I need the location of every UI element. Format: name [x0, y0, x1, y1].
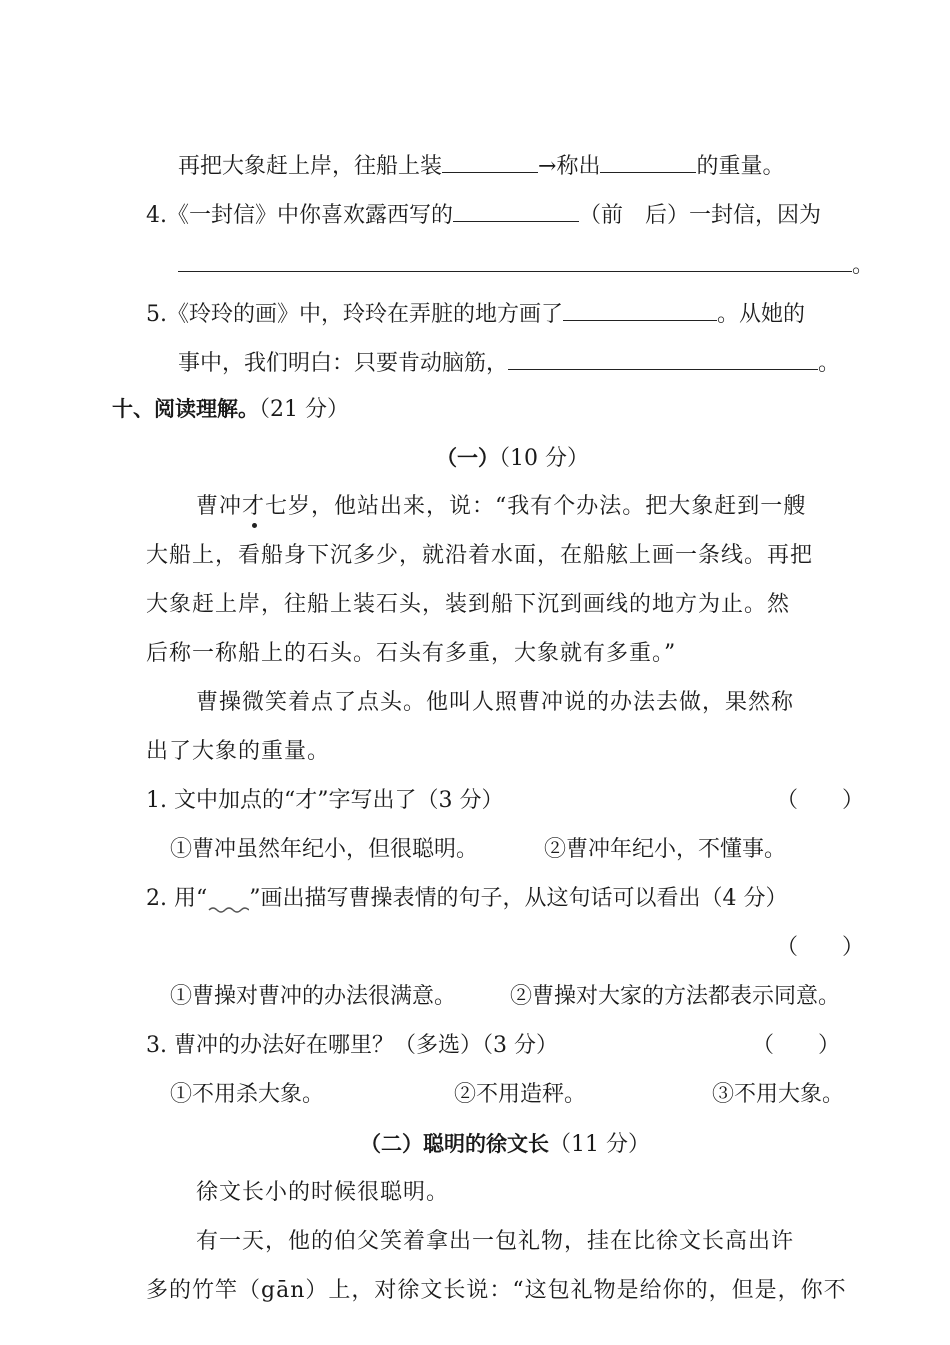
question-4-text-b: （前 后）一封信，因为 [579, 203, 822, 228]
passage-text: 七岁，他站出来，说：“我有个办法。把大象赶到一艘 [265, 494, 807, 519]
question-2-option-2: ②曹操对大家的方法都表示同意。 [510, 984, 841, 1009]
passage-2-line-1: 徐文长小的时候很聪明。 [196, 1180, 450, 1205]
question-5-line-2 [178, 345, 840, 379]
question-2-text-b: ”画出描写曹操表情的句子，从这句话可以看出（4 分） [249, 886, 788, 911]
section-heading [112, 394, 349, 425]
fill-line-1 [178, 148, 784, 182]
section-score: （21 分） [259, 397, 349, 422]
question-4-answer-line [178, 247, 874, 281]
question-2-text [146, 884, 787, 914]
question-1-text: 1. 文中加点的“才”字写出了（3 分） [146, 788, 504, 813]
passage-1-line-2: 大船上，看船身下沉多少，就沿着水面，在船舷上画一条线。再把 [146, 543, 814, 568]
answer-blank[interactable] [563, 296, 717, 321]
passage-1-line-1 [196, 492, 806, 522]
question-2-option-1: ①曹操对曹冲的办法很满意。 [170, 984, 457, 1009]
answer-blank[interactable] [453, 197, 579, 222]
fill-line-1-arrow-text: →称出 [538, 154, 601, 179]
passage-1-score: （10 分） [499, 446, 589, 471]
passage-text: 曹冲 [196, 494, 243, 519]
passage-1-line-4: 后称一称船上的石头。石头有多重，大象就有多重。” [146, 641, 677, 666]
passage-1-heading [436, 443, 589, 474]
section-title: 十、阅读理解。 [112, 397, 259, 421]
answer-blank[interactable] [178, 247, 852, 272]
question-3-answer-paren[interactable]: （ ） [752, 1033, 841, 1058]
passage-1-line-5: 曹操微笑着点了点头。他叫人照曹冲说的办法去做，果然称 [196, 690, 795, 715]
question-1-option-1: ①曹冲虽然年纪小，但很聪明。 [170, 837, 479, 862]
question-5-text-b: 。从她的 [717, 302, 806, 327]
question-3-option-1: ①不用杀大象。 [170, 1082, 325, 1107]
passage-1-line-3: 大象赶上岸，往船上装石头，装到船下沉到画线的地方为止。然 [146, 592, 791, 617]
dotted-character: 才 [242, 494, 266, 519]
question-5-end: 。 [818, 351, 841, 376]
question-5-text-a: 5.《玲玲的画》中，玲玲在弄脏的地方画了 [146, 302, 563, 327]
question-5 [146, 296, 805, 330]
fill-line-1-text-a: 再把大象赶上岸，往船上装 [178, 154, 443, 179]
passage-1-title: （一） [436, 446, 499, 470]
passage-2-score: （11 分） [549, 1132, 650, 1157]
passage-2-line-3: 多的竹竿（gān）上，对徐文长说：“这包礼物是给你的，但是，你不 [146, 1278, 847, 1303]
question-3-text: 3. 曹冲的办法好在哪里？（多选）（3 分） [146, 1033, 558, 1058]
passage-2-title: （二）聪明的徐文长 [360, 1132, 549, 1156]
question-4-end: 。 [852, 253, 875, 278]
question-4 [146, 197, 821, 231]
question-3-option-2: ②不用造秤。 [454, 1082, 587, 1107]
passage-2-line-2: 有一天，他的伯父笑着拿出一包礼物，挂在比徐文长高出许 [196, 1229, 795, 1254]
wavy-underline-icon [207, 888, 249, 914]
question-5-text-c: 事中，我们明白：只要肯动脑筋， [178, 351, 509, 376]
question-2-text-a: 2. 用“ [146, 886, 208, 911]
question-3-option-3: ③不用大象。 [712, 1082, 845, 1107]
passage-1-line-6: 出了大象的重量。 [146, 739, 331, 764]
answer-blank[interactable] [442, 148, 538, 173]
question-1-answer-paren[interactable]: （ ） [776, 788, 865, 813]
passage-2-heading [360, 1129, 650, 1160]
answer-blank[interactable] [600, 148, 696, 173]
answer-blank[interactable] [508, 345, 818, 370]
fill-line-1-text-b: 的重量。 [696, 154, 785, 179]
question-1-option-2: ②曹冲年纪小，不懂事。 [544, 837, 787, 862]
question-4-text-a: 4.《一封信》中你喜欢露西写的 [146, 203, 453, 228]
question-2-answer-paren[interactable]: （ ） [776, 935, 865, 960]
